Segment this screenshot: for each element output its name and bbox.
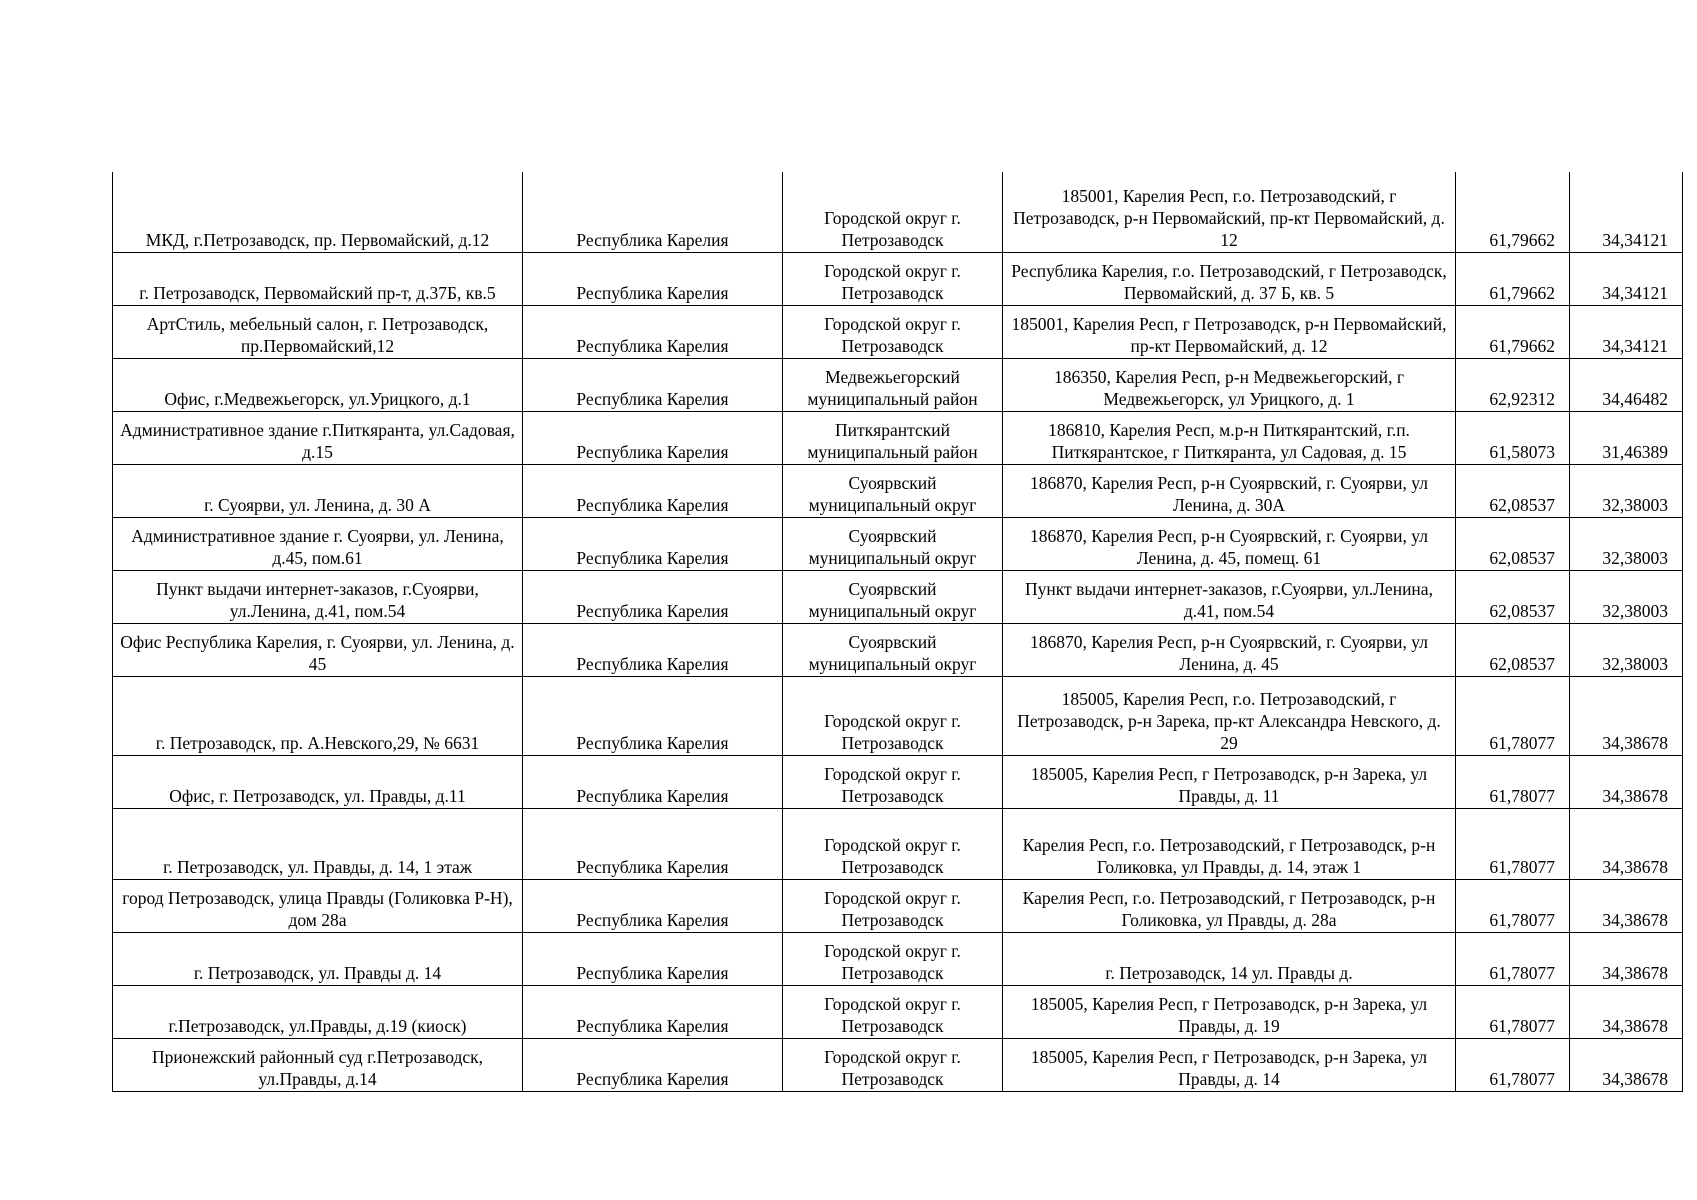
full-address-cell: г. Петрозаводск, 14 ул. Правды д.	[1003, 932, 1456, 985]
table-row	[113, 305, 1683, 358]
table-row	[113, 517, 1683, 570]
municipality-cell: Суоярвский муниципальный округ	[783, 517, 1003, 570]
region-cell: Республика Карелия	[523, 879, 783, 932]
region-cell: Республика Карелия	[523, 1038, 783, 1091]
region-cell: Республика Карелия	[523, 252, 783, 305]
municipality-cell: Городской округ г. Петрозаводск	[783, 985, 1003, 1038]
full-address-cell: Карелия Респ, г.о. Петрозаводский, г Петрозаводск, р-н Голиковка, ул Правды, д. 28а	[1003, 879, 1456, 932]
region-cell: Республика Карелия	[523, 623, 783, 676]
table-row	[113, 1038, 1683, 1091]
municipality-cell: Городской округ г. Петрозаводск	[783, 172, 1003, 252]
longitude-cell: 34,34121	[1570, 252, 1683, 305]
location-name-cell: Офис, г. Петрозаводск, ул. Правды, д.11	[113, 755, 523, 808]
region-cell: Республика Карелия	[523, 358, 783, 411]
table-row	[113, 676, 1683, 755]
location-name-cell: Офис, г.Медвежьегорск, ул.Урицкого, д.1	[113, 358, 523, 411]
latitude-cell: 61,78077	[1456, 1038, 1570, 1091]
table-row	[113, 985, 1683, 1038]
municipality-cell: Медвежьегорский муниципальный район	[783, 358, 1003, 411]
latitude-cell: 61,78077	[1456, 676, 1570, 755]
longitude-cell: 34,38678	[1570, 755, 1683, 808]
municipality-cell: Суоярвский муниципальный округ	[783, 570, 1003, 623]
location-name-cell: Пункт выдачи интернет-заказов, г.Суоярви, ул.Ленина, д.41, пом.54	[113, 570, 523, 623]
table-row	[113, 358, 1683, 411]
latitude-cell: 61,78077	[1456, 879, 1570, 932]
region-cell: Республика Карелия	[523, 570, 783, 623]
location-name-cell: МКД, г.Петрозаводск, пр. Первомайский, д.12	[113, 172, 523, 252]
region-cell: Республика Карелия	[523, 517, 783, 570]
table-row	[113, 755, 1683, 808]
municipality-cell: Суоярвский муниципальный округ	[783, 623, 1003, 676]
table-row	[113, 464, 1683, 517]
full-address-cell: 186350, Карелия Респ, р-н Медвежьегорский, г Медвежьегорск, ул Урицкого, д. 1	[1003, 358, 1456, 411]
latitude-cell: 61,79662	[1456, 252, 1570, 305]
longitude-cell: 34,38678	[1570, 676, 1683, 755]
table-row	[113, 879, 1683, 932]
region-cell: Республика Карелия	[523, 464, 783, 517]
location-name-cell: Прионежский районный суд г.Петрозаводск, ул.Правды, д.14	[113, 1038, 523, 1091]
full-address-cell: 185001, Карелия Респ, г Петрозаводск, р-н Первомайский, пр-кт Первомайский, д. 12	[1003, 305, 1456, 358]
region-cell: Республика Карелия	[523, 676, 783, 755]
longitude-cell: 32,38003	[1570, 464, 1683, 517]
latitude-cell: 61,78077	[1456, 755, 1570, 808]
location-name-cell: АртСтиль, мебельный салон, г. Петрозаводск, пр.Первомайский,12	[113, 305, 523, 358]
longitude-cell: 32,38003	[1570, 623, 1683, 676]
latitude-cell: 62,08537	[1456, 623, 1570, 676]
municipality-cell: Городской округ г. Петрозаводск	[783, 932, 1003, 985]
full-address-cell: Республика Карелия, г.о. Петрозаводский, г Петрозаводск, Первомайский, д. 37 Б, кв. 5	[1003, 252, 1456, 305]
region-cell: Республика Карелия	[523, 411, 783, 464]
location-name-cell: Административное здание г.Питкяранта, ул.Садовая, д.15	[113, 411, 523, 464]
municipality-cell: Городской округ г. Петрозаводск	[783, 879, 1003, 932]
latitude-cell: 62,92312	[1456, 358, 1570, 411]
full-address-cell: 186870, Карелия Респ, р-н Суоярвский, г. Суоярви, ул Ленина, д. 45	[1003, 623, 1456, 676]
longitude-cell: 34,34121	[1570, 172, 1683, 252]
location-name-cell: г.Петрозаводск, ул.Правды, д.19 (киоск)	[113, 985, 523, 1038]
municipality-cell: Городской округ г. Петрозаводск	[783, 252, 1003, 305]
location-name-cell: Офис Республика Карелия, г. Суоярви, ул. Ленина, д. 45	[113, 623, 523, 676]
longitude-cell: 32,38003	[1570, 570, 1683, 623]
full-address-cell: 186810, Карелия Респ, м.р-н Питкярантский, г.п. Питкярантское, г Питкяранта, ул Садовая, д. 15	[1003, 411, 1456, 464]
latitude-cell: 62,08537	[1456, 464, 1570, 517]
table-row	[113, 570, 1683, 623]
location-name-cell: г. Петрозаводск, ул. Правды д. 14	[113, 932, 523, 985]
region-cell: Республика Карелия	[523, 755, 783, 808]
region-cell: Республика Карелия	[523, 985, 783, 1038]
full-address-cell: Пункт выдачи интернет-заказов, г.Суоярви, ул.Ленина, д.41, пом.54	[1003, 570, 1456, 623]
table-row	[113, 623, 1683, 676]
table-row	[113, 411, 1683, 464]
municipality-cell: Городской округ г. Петрозаводск	[783, 1038, 1003, 1091]
address-table	[112, 172, 1683, 1092]
full-address-cell: 185001, Карелия Респ, г.о. Петрозаводский, г Петрозаводск, р-н Первомайский, пр-кт Первомайский, д. 12	[1003, 172, 1456, 252]
longitude-cell: 34,38678	[1570, 808, 1683, 879]
table-row	[113, 808, 1683, 879]
longitude-cell: 34,46482	[1570, 358, 1683, 411]
full-address-cell: 185005, Карелия Респ, г.о. Петрозаводский, г Петрозаводск, р-н Зарека, пр-кт Александра Невского, д. 29	[1003, 676, 1456, 755]
latitude-cell: 61,79662	[1456, 172, 1570, 252]
longitude-cell: 32,38003	[1570, 517, 1683, 570]
latitude-cell: 61,79662	[1456, 305, 1570, 358]
latitude-cell: 61,78077	[1456, 932, 1570, 985]
municipality-cell: Суоярвский муниципальный округ	[783, 464, 1003, 517]
latitude-cell: 62,08537	[1456, 517, 1570, 570]
latitude-cell: 61,58073	[1456, 411, 1570, 464]
region-cell: Республика Карелия	[523, 172, 783, 252]
full-address-cell: 185005, Карелия Респ, г Петрозаводск, р-н Зарека, ул Правды, д. 19	[1003, 985, 1456, 1038]
municipality-cell: Городской округ г. Петрозаводск	[783, 755, 1003, 808]
location-name-cell: г. Петрозаводск, Первомайский пр-т, д.37Б, кв.5	[113, 252, 523, 305]
full-address-cell: 185005, Карелия Респ, г Петрозаводск, р-н Зарека, ул Правды, д. 11	[1003, 755, 1456, 808]
latitude-cell: 62,08537	[1456, 570, 1570, 623]
municipality-cell: Городской округ г. Петрозаводск	[783, 808, 1003, 879]
municipality-cell: Питкярантский муниципальный район	[783, 411, 1003, 464]
full-address-cell: 185005, Карелия Респ, г Петрозаводск, р-н Зарека, ул Правды, д. 14	[1003, 1038, 1456, 1091]
latitude-cell: 61,78077	[1456, 985, 1570, 1038]
municipality-cell: Городской округ г. Петрозаводск	[783, 676, 1003, 755]
full-address-cell: Карелия Респ, г.о. Петрозаводский, г Петрозаводск, р-н Голиковка, ул Правды, д. 14, этаж 1	[1003, 808, 1456, 879]
region-cell: Республика Карелия	[523, 305, 783, 358]
longitude-cell: 34,38678	[1570, 879, 1683, 932]
latitude-cell: 61,78077	[1456, 808, 1570, 879]
location-name-cell: г. Петрозаводск, ул. Правды, д. 14, 1 этаж	[113, 808, 523, 879]
location-name-cell: Административное здание г. Суоярви, ул. Ленина, д.45, пом.61	[113, 517, 523, 570]
location-name-cell: г. Суоярви, ул. Ленина, д. 30 А	[113, 464, 523, 517]
longitude-cell: 34,34121	[1570, 305, 1683, 358]
region-cell: Республика Карелия	[523, 808, 783, 879]
municipality-cell: Городской округ г. Петрозаводск	[783, 305, 1003, 358]
location-name-cell: город Петрозаводск, улица Правды (Голиковка Р-Н), дом 28а	[113, 879, 523, 932]
location-name-cell: г. Петрозаводск, пр. А.Невского,29, № 6631	[113, 676, 523, 755]
longitude-cell: 31,46389	[1570, 411, 1683, 464]
table-row	[113, 252, 1683, 305]
longitude-cell: 34,38678	[1570, 1038, 1683, 1091]
full-address-cell: 186870, Карелия Респ, р-н Суоярвский, г. Суоярви, ул Ленина, д. 30А	[1003, 464, 1456, 517]
table-row	[113, 932, 1683, 985]
longitude-cell: 34,38678	[1570, 985, 1683, 1038]
longitude-cell: 34,38678	[1570, 932, 1683, 985]
region-cell: Республика Карелия	[523, 932, 783, 985]
full-address-cell: 186870, Карелия Респ, р-н Суоярвский, г. Суоярви, ул Ленина, д. 45, помещ. 61	[1003, 517, 1456, 570]
address-table-body	[113, 172, 1683, 1091]
table-row	[113, 172, 1683, 252]
